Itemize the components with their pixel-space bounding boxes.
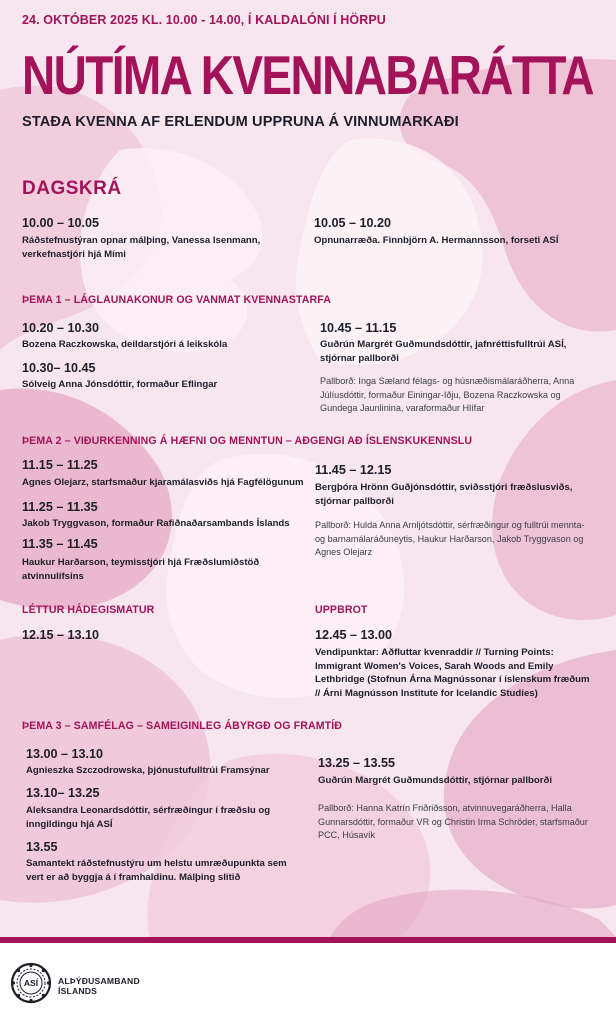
theme1-panel-time: 10.45 – 11.15	[320, 321, 397, 335]
org-name-line1: ALÞÝÐUSAMBAND	[58, 976, 140, 986]
agenda-heading: DAGSKRÁ	[22, 178, 122, 199]
theme3-item1-desc: Agnieszka Szczodrowska, þjónustufulltrúi Framsýnar	[26, 765, 270, 776]
opening-right-time: 10.05 – 10.20	[314, 216, 392, 230]
breakout-heading: UPPBROT	[315, 604, 368, 616]
org-name	[58, 976, 140, 997]
theme2-heading: ÞEMA 2 – VIÐURKENNING Á HÆFNI OG MENNTUN – AÐGENGI AÐ ÍSLENSKUKENNSLU	[22, 435, 473, 447]
page-title: NÚTÍMA KVENNABARÁTTA	[22, 44, 594, 106]
opening-left-time: 10.00 – 10.05	[22, 216, 100, 230]
theme3-item2-time: 13.10– 13.25	[26, 786, 100, 800]
theme1-item2-desc: Sólveig Anna Jónsdóttir, formaður Eflingar	[22, 379, 218, 390]
theme2-panel-moderator: Bergþóra Hrönn Guðjónsdóttir, sviðsstjóri fræðslusviðs, stjórnar pallborði	[315, 482, 573, 507]
theme3-item3-desc: Samantekt ráðstefnustýru um helstu umræðupunkta sem vert er að byggja á í framhaldinu. Málþing slitið	[26, 858, 287, 883]
theme2-item1-time: 11.15 – 11.25	[22, 458, 98, 472]
opening-left-desc: Ráðstefnustýran opnar málþing, Vanessa Isenmann, verkefnastjóri hjá Mími	[22, 235, 261, 260]
theme2-panel-members: Pallborð: Hulda Anna Arnljótsdóttir, sérfræðingur og fulltrúi mennta- og barnamálaráðuneytis, Haukur Harðarson, Jakob Tryggvason og Agnes Olejarz	[315, 520, 585, 558]
theme1-item1-time: 10.20 – 10.30	[22, 321, 100, 335]
breakout-desc: Vendipunktar: Aðfluttar kvenraddir // Turning Points: Immigrant Women's Voices, Sarah Woods and Emily Lethbridge (Stofnun Árna Magnússonar í íslenskum fræðum // Árni Magnússon Institute for Icelandic Studies)	[315, 647, 590, 699]
theme3-panel-moderator: Guðrún Margrét Guðmundsdóttir, stjórnar pallborði	[318, 775, 552, 786]
theme1-item2-time: 10.30– 10.45	[22, 361, 96, 375]
theme3-heading: ÞEMA 3 – SAMFÉLAG – SAMEIGINLEG ÁBYRGÐ OG FRAMTÍÐ	[22, 720, 342, 732]
breakout-time: 12.45 – 13.00	[315, 628, 393, 642]
event-date-line: 24. OKTÓBER 2025 KL. 10.00 - 14.00, Í KALDALÓNI Í HÖRPU	[22, 13, 386, 27]
theme2-panel-time: 11.45 – 12.15	[315, 463, 392, 477]
lunch-time: 12.15 – 13.10	[22, 628, 100, 642]
theme2-item3-desc: Haukur Harðarson, teymisstjóri hjá Fræðslumiðstöð atvinnulífsins	[22, 557, 260, 582]
theme2-item1-desc: Agnes Olejarz, starfsmaður kjaramálasviðs hjá Fagfélögunum	[22, 477, 304, 488]
theme3-item3-time: 13.55	[26, 840, 58, 854]
theme3-panel-time: 13.25 – 13.55	[318, 756, 396, 770]
theme2-item3-time: 11.35 – 11.45	[22, 537, 98, 551]
lunch-heading: LÉTTUR HÁDEGISMATUR	[22, 604, 155, 616]
theme1-item1-desc: Bozena Raczkowska, deildarstjóri á leikskóla	[22, 339, 228, 350]
org-name-line2: ÍSLANDS	[58, 986, 98, 997]
theme1-panel-members: Pallborð: Inga Sæland félags- og húsnæðismálaráðherra, Anna Júlíusdóttir, formaður Einingar-Iðju, Bozena Raczkowska og Gundega Jaunlinina, varaformaður Hlífar	[320, 376, 575, 414]
theme2-item2-time: 11.25 – 11.35	[22, 500, 98, 514]
theme3-item2-desc: Aleksandra Leonardsdóttir, sérfræðingur í fræðslu og inngildingu hjá ASÍ	[26, 805, 271, 830]
logo-mark-text: ASÍ	[23, 978, 39, 989]
theme2-item2-desc: Jakob Tryggvason, formaður Rafiðnaðarsambands Íslands	[22, 518, 290, 529]
page-subtitle: STAÐA KVENNA AF ERLENDUM UPPRUNA Á VINNUMARKAÐI	[22, 114, 459, 130]
theme1-panel-moderator: Guðrún Margrét Guðmundsdóttir, jafnréttisfulltrúi ASÍ, stjórnar pallborði	[320, 339, 567, 364]
asi-logo-icon	[10, 962, 52, 1004]
theme3-item1-time: 13.00 – 13.10	[26, 747, 104, 761]
theme1-heading: ÞEMA 1 – LÁGLAUNAKONUR OG VANMAT KVENNASTARFA	[22, 294, 331, 306]
theme3-panel-members: Pallborð: Hanna Katrín Friðriðsson, atvinnuvegaráðherra, Halla Gunnarsdóttir, formaður VR og Christin Irma Schröder, starfsmaður PCC, Húsavík	[318, 803, 588, 841]
opening-right-desc: Opnunarræða. Finnbjörn A. Hermannsson, forseti ASÍ	[314, 235, 559, 246]
